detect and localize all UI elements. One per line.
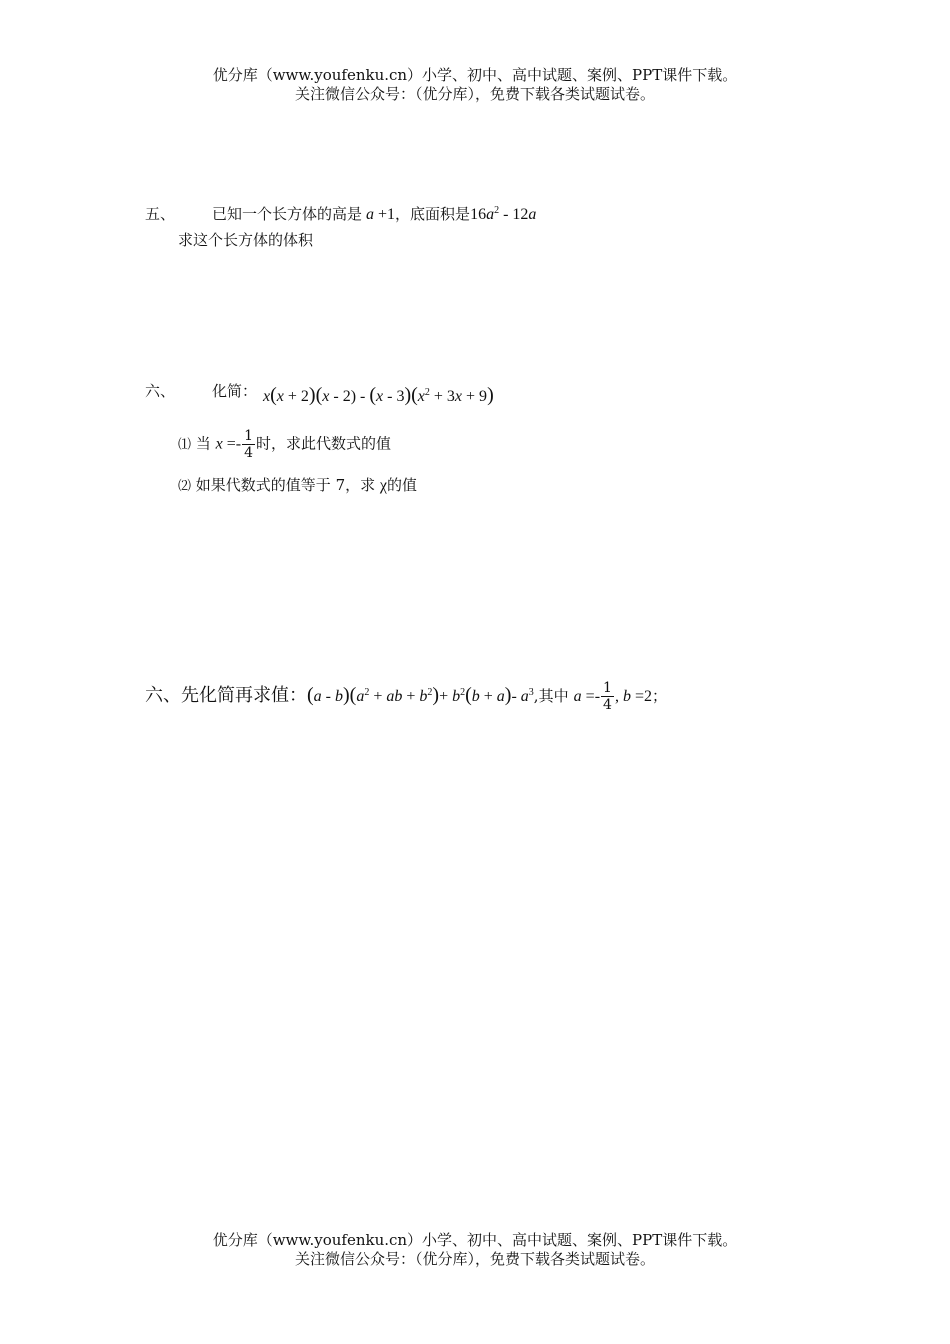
- q7-fraction: [601, 680, 614, 713]
- footer-line-1: 优分库（www.youfenku.cn）小学、初中、高中试题、案例、PPT课件下载。: [212, 1231, 738, 1249]
- q7-cond-a: a =-: [573, 688, 601, 705]
- q7-heading: 六、先化简再求值：: [145, 685, 307, 706]
- q5-text: 已知一个长方体的高是: [212, 205, 363, 223]
- footer-line-2: 关注微信公众号：（优分库），免费下载各类试题试卷。: [294, 1250, 655, 1268]
- q6-sub1-fraction: [242, 428, 255, 461]
- q7-frac-den: 4: [603, 697, 612, 713]
- q6-sub1-var: x =-: [215, 435, 242, 453]
- q6-sub1-post: 时，求此代数式的值: [255, 434, 391, 453]
- q6-sub1-frac-den: 4: [244, 445, 253, 461]
- q6-sub1-frac-num: 1: [244, 428, 253, 444]
- q5-height-expr: a +1: [366, 206, 396, 223]
- q6-sub1: [178, 428, 391, 461]
- q6-sub1-pre: 当: [195, 434, 211, 453]
- q7-cond-b: , b =2: [614, 688, 652, 705]
- q6-sub2-var: χ: [379, 477, 388, 494]
- q7-line: [145, 680, 667, 713]
- q7-frac-num: 1: [603, 680, 612, 696]
- q5-mid: ，底面积是: [395, 205, 471, 223]
- page-header: [0, 66, 950, 104]
- q6-sub2: [178, 474, 417, 495]
- q6-text: 化简：: [212, 382, 258, 400]
- header-line-1: 优分库（www.youfenku.cn）小学、初中、高中试题、案例、PPT课件下载。: [212, 66, 738, 84]
- q6-number: 六、: [145, 382, 176, 400]
- q5-line1: [212, 203, 536, 224]
- q5-number: 五、: [145, 205, 176, 223]
- q6-sub1-label: ⑴: [178, 437, 192, 453]
- q6-sub2-text: 如果代数式的值等于 7，求: [195, 476, 376, 494]
- q5-line2: 求这个长方体的体积: [178, 231, 314, 249]
- page-footer: [0, 1231, 950, 1269]
- q6-expression: $x(x + 2)(x - 2) - (x - 3)(x^2 + 3x + 9)$: [263, 384, 494, 406]
- q7-end: ；: [651, 687, 667, 705]
- header-line-2: 关注微信公众号：（优分库），免费下载各类试题试卷。: [294, 85, 655, 103]
- q5-area-expr: $16a^2 - 12a$: [470, 205, 537, 223]
- q6-sub2-post: 的值: [387, 476, 418, 494]
- q6-sub2-label: ⑵: [178, 479, 192, 494]
- q7-mid: ,其中: [533, 687, 569, 705]
- q7-expression: $(a - b)(a^2$ + ab + $b^2)+ b^2(b + a)-$ $a^3$: [307, 684, 534, 706]
